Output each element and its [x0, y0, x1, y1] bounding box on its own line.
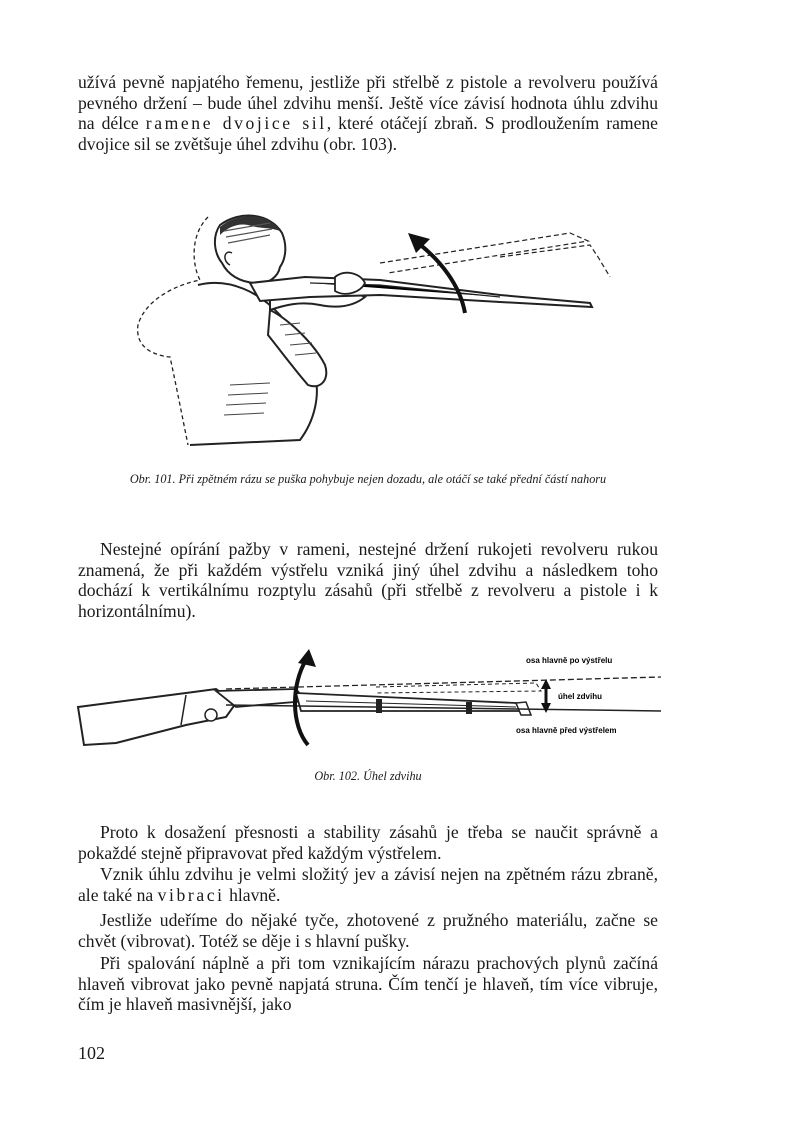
figure-102-caption: Obr. 102. Úhel zdvihu: [314, 769, 422, 783]
paragraph-barrel-vibration: Při spalování náplně a při tom vznikajícím nárazu prachových plynů začíná hlaveň vibrovat jako pevně napjatá struna. Čím tenčí je hlaveň, tím více vibruje, čím je hlaveň masivnější, jako: [78, 953, 658, 1015]
paragraph-elastic-rod: Jestliže udeříme do nějaké tyče, zhotovené z pružného materiálu, začne se chvět (vibrovat). Totéž se děje i s hlavní pušky.: [78, 910, 658, 951]
label-axis-before-shot: osa hlavně před výstřelem: [516, 726, 617, 735]
paragraph-text: , které otáčejí zbraň. S prodloužením ramene dvojice sil se zvětšuje úhel zdvihu (obr. 103).: [78, 113, 658, 154]
paragraph-vibration: [78, 864, 658, 905]
paragraph-text: hlavně.: [224, 884, 281, 905]
figure-101-shooter-illustration: [120, 205, 620, 460]
paragraph-text: Vznik úhlu zdvihu je velmi složitý jev a závisí nejen na zpětném rázu zbraně, ale také na: [78, 864, 658, 905]
paragraph-recoil-angle: [78, 72, 658, 154]
label-angle-of-jump: úhel zdvihu: [558, 692, 602, 701]
label-axis-after-shot: osa hlavně po výstřelu: [526, 656, 613, 665]
figure-102-rifle-diagram: [76, 645, 666, 755]
page-number: 102: [78, 1043, 105, 1063]
paragraph-consistency: Proto k dosažení přesnosti a stability zásahů je třeba se naučit správně a pokaždé stejně připravovat před každým výstřelem.: [78, 822, 658, 863]
figure-101-caption: Obr. 101. Při zpětném rázu se puška pohybuje nejen dozadu, ale otáčí se také přední částí nahoru: [129, 472, 607, 486]
paragraph-text: užívá pevně napjatého řemenu, jestliže při střelbě z pistole a revolveru používá pevného držení – bude úhel zdvihu menší. Ještě více závisí hodnota úhlu zdvihu na délce: [78, 72, 658, 134]
paragraph-inconsistent-grip: Nestejné opírání pažby v rameni, nestejné držení rukojeti revolveru rukou znamená, že při každém výstřelu vzniká jiný úhel zdvihu a následkem toho dochází k vertikálnímu rozptylu zásahů (při střelbě z revolveru a pistole i k horizontálnímu).: [78, 539, 658, 621]
emphasized-term: ramene dvojice sil: [145, 113, 327, 134]
emphasized-term: vibraci: [157, 884, 225, 905]
